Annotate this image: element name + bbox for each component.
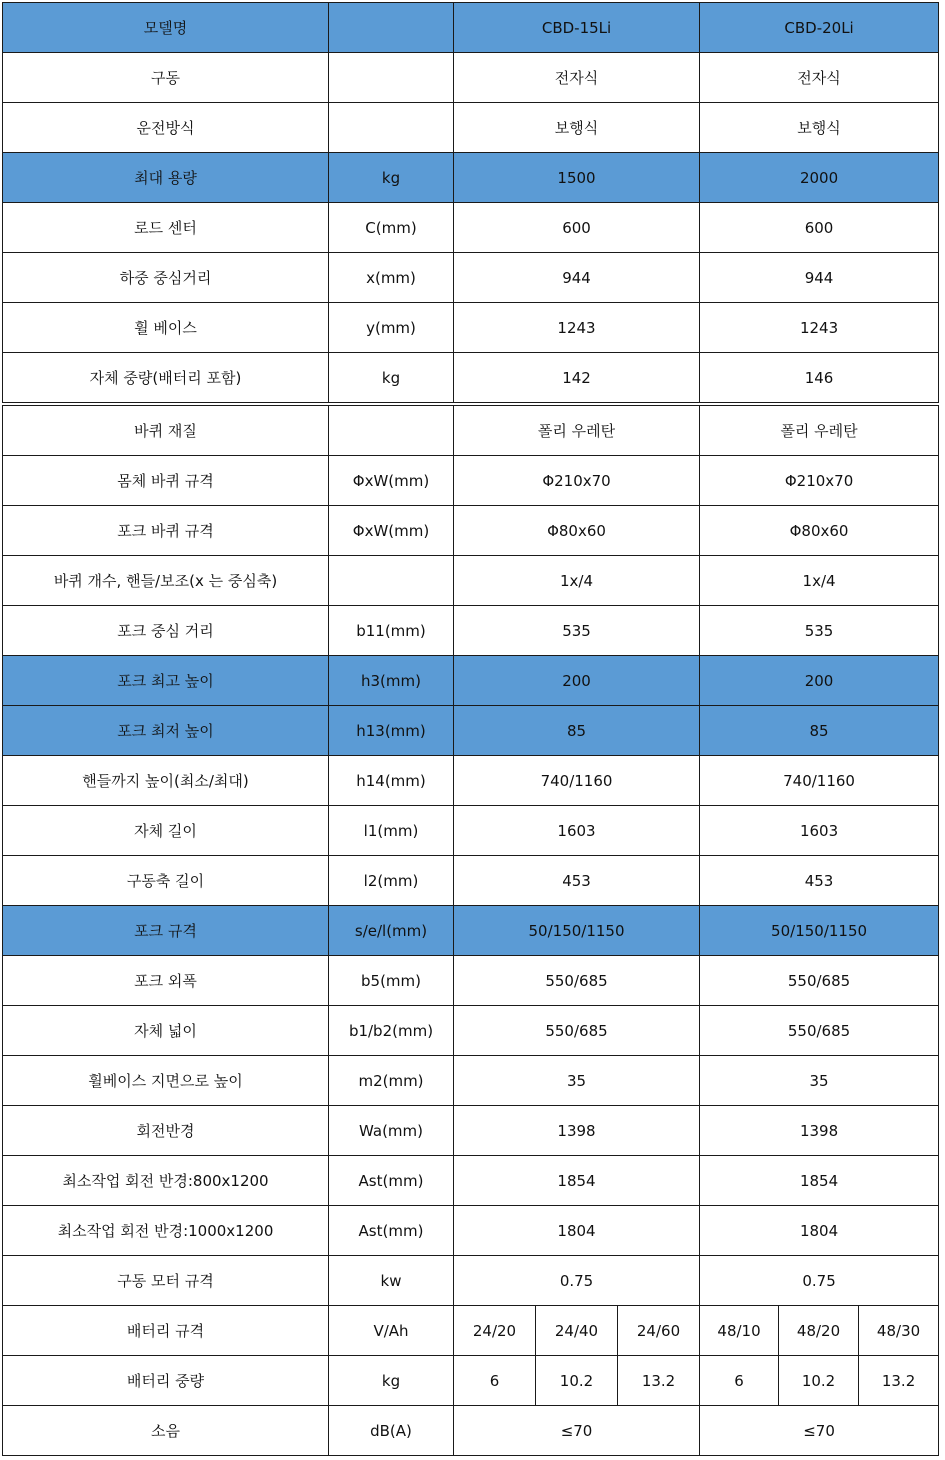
row-unit: l1(mm): [329, 806, 454, 856]
spec-row: [3, 1006, 939, 1056]
spec-row: [3, 203, 939, 253]
spec-table-main: [2, 405, 939, 1456]
spec-row: [3, 756, 939, 806]
row-label: 휠 베이스: [3, 303, 329, 353]
spec-row: [3, 303, 939, 353]
spec-row: [3, 856, 939, 906]
cell-value: 24/60: [618, 1306, 700, 1356]
row-unit: h14(mm): [329, 756, 454, 806]
row-unit: [329, 3, 454, 53]
cell-value: 1804: [700, 1206, 939, 1256]
cell-value: 1804: [454, 1206, 700, 1256]
spec-row: [3, 103, 939, 153]
cell-value: 142: [454, 353, 700, 403]
cell-value: 1603: [700, 806, 939, 856]
row-unit: kw: [329, 1256, 454, 1306]
cell-value: 전자식: [700, 53, 939, 103]
cell-value: 전자식: [454, 53, 700, 103]
cell-value: 1x/4: [454, 556, 700, 606]
cell-value: 2000: [700, 153, 939, 203]
cell-value: 35: [454, 1056, 700, 1106]
row-unit: [329, 556, 454, 606]
row-label: 구동 모터 규격: [3, 1256, 329, 1306]
row-label: 로드 센터: [3, 203, 329, 253]
row-label: 포크 최저 높이: [3, 706, 329, 756]
cell-value: 24/40: [536, 1306, 618, 1356]
spec-row: [3, 956, 939, 1006]
row-label: 포크 규격: [3, 906, 329, 956]
cell-value: 폴리 우레탄: [700, 406, 939, 456]
cell-value: 1243: [454, 303, 700, 353]
cell-value: 550/685: [454, 956, 700, 1006]
row-label: 자체 중량(배터리 포함): [3, 353, 329, 403]
row-label: 휠베이스 지면으로 높이: [3, 1056, 329, 1106]
cell-value: 13.2: [618, 1356, 700, 1406]
row-unit: [329, 103, 454, 153]
cell-value: 85: [700, 706, 939, 756]
cell-value: 13.2: [859, 1356, 939, 1406]
row-label: 핸들까지 높이(최소/최대): [3, 756, 329, 806]
cell-value: 600: [454, 203, 700, 253]
row-unit: b11(mm): [329, 606, 454, 656]
row-label: 배터리 중량: [3, 1356, 329, 1406]
spec-row: [3, 53, 939, 103]
spec-table-top: [2, 2, 939, 403]
row-unit: [329, 53, 454, 103]
row-label: 최소작업 회전 반경:800x1200: [3, 1156, 329, 1206]
cell-value: 10.2: [536, 1356, 618, 1406]
cell-value: Φ80x60: [700, 506, 939, 556]
cell-value: CBD-15Li: [454, 3, 700, 53]
cell-value: ≤70: [454, 1406, 700, 1456]
spec-row: [3, 906, 939, 956]
cell-value: 85: [454, 706, 700, 756]
cell-value: 보행식: [700, 103, 939, 153]
cell-value: 453: [454, 856, 700, 906]
row-unit: Wa(mm): [329, 1106, 454, 1156]
cell-value: 550/685: [700, 1006, 939, 1056]
row-label: 포크 중심 거리: [3, 606, 329, 656]
row-label: 구동축 길이: [3, 856, 329, 906]
row-unit: h13(mm): [329, 706, 454, 756]
cell-value: 48/20: [779, 1306, 859, 1356]
row-unit: kg: [329, 1356, 454, 1406]
row-unit: Ast(mm): [329, 1206, 454, 1256]
row-unit: kg: [329, 353, 454, 403]
row-label: 몸체 바퀴 규격: [3, 456, 329, 506]
spec-row: [3, 556, 939, 606]
cell-value: 200: [454, 656, 700, 706]
battery-spec-row: [3, 1306, 939, 1356]
row-label: 포크 바퀴 규격: [3, 506, 329, 556]
row-label: 하중 중심거리: [3, 253, 329, 303]
row-label: 회전반경: [3, 1106, 329, 1156]
row-label: 소음: [3, 1406, 329, 1456]
cell-value: 1500: [454, 153, 700, 203]
cell-value: 10.2: [779, 1356, 859, 1406]
cell-value: 1854: [700, 1156, 939, 1206]
spec-row: [3, 1156, 939, 1206]
row-unit: y(mm): [329, 303, 454, 353]
spec-row: [3, 3, 939, 53]
row-unit: l2(mm): [329, 856, 454, 906]
spec-row: [3, 1106, 939, 1156]
row-label: 모델명: [3, 3, 329, 53]
spec-row: [3, 253, 939, 303]
row-label: 자체 넓이: [3, 1006, 329, 1056]
cell-value: 944: [454, 253, 700, 303]
spec-row: [3, 406, 939, 456]
row-label: 운전방식: [3, 103, 329, 153]
cell-value: 535: [700, 606, 939, 656]
cell-value: 50/150/1150: [454, 906, 700, 956]
spec-row: [3, 606, 939, 656]
cell-value: 535: [454, 606, 700, 656]
row-label: 바퀴 재질: [3, 406, 329, 456]
cell-value: 폴리 우레탄: [454, 406, 700, 456]
spec-row: [3, 456, 939, 506]
row-unit: ΦxW(mm): [329, 456, 454, 506]
cell-value: 48/30: [859, 1306, 939, 1356]
cell-value: 1243: [700, 303, 939, 353]
row-unit: Ast(mm): [329, 1156, 454, 1206]
cell-value: 6: [454, 1356, 536, 1406]
cell-value: 146: [700, 353, 939, 403]
cell-value: 0.75: [700, 1256, 939, 1306]
cell-value: 35: [700, 1056, 939, 1106]
row-label: 포크 외폭: [3, 956, 329, 1006]
cell-value: 50/150/1150: [700, 906, 939, 956]
cell-value: Φ210x70: [700, 456, 939, 506]
spec-row: [3, 1056, 939, 1106]
row-unit: ΦxW(mm): [329, 506, 454, 556]
cell-value: 1x/4: [700, 556, 939, 606]
cell-value: 24/20: [454, 1306, 536, 1356]
row-unit: C(mm): [329, 203, 454, 253]
row-unit: dB(A): [329, 1406, 454, 1456]
cell-value: 600: [700, 203, 939, 253]
row-label: 자체 길이: [3, 806, 329, 856]
spec-row: [3, 1206, 939, 1256]
row-label: 포크 최고 높이: [3, 656, 329, 706]
row-unit: kg: [329, 153, 454, 203]
spec-row: [3, 806, 939, 856]
cell-value: Φ210x70: [454, 456, 700, 506]
cell-value: 48/10: [700, 1306, 779, 1356]
row-unit: m2(mm): [329, 1056, 454, 1106]
cell-value: 1398: [700, 1106, 939, 1156]
row-unit: b1/b2(mm): [329, 1006, 454, 1056]
row-unit: V/Ah: [329, 1306, 454, 1356]
cell-value: 453: [700, 856, 939, 906]
row-label: 배터리 규격: [3, 1306, 329, 1356]
row-label: 바퀴 개수, 핸들/보조(x 는 중심축): [3, 556, 329, 606]
cell-value: 0.75: [454, 1256, 700, 1306]
row-label: 구동: [3, 53, 329, 103]
cell-value: 550/685: [454, 1006, 700, 1056]
row-unit: x(mm): [329, 253, 454, 303]
row-label: 최소작업 회전 반경:1000x1200: [3, 1206, 329, 1256]
spec-row: [3, 1256, 939, 1306]
row-unit: h3(mm): [329, 656, 454, 706]
cell-value: 보행식: [454, 103, 700, 153]
row-unit: [329, 406, 454, 456]
cell-value: 1603: [454, 806, 700, 856]
noise-row: [3, 1406, 939, 1456]
spec-row: [3, 153, 939, 203]
spec-row: [3, 706, 939, 756]
cell-value: CBD-20Li: [700, 3, 939, 53]
spec-row: [3, 506, 939, 556]
battery-weight-row: [3, 1356, 939, 1406]
spec-row: [3, 353, 939, 403]
cell-value: 6: [700, 1356, 779, 1406]
cell-value: 200: [700, 656, 939, 706]
cell-value: 550/685: [700, 956, 939, 1006]
cell-value: 740/1160: [700, 756, 939, 806]
cell-value: 944: [700, 253, 939, 303]
cell-value: 1398: [454, 1106, 700, 1156]
spec-row: [3, 656, 939, 706]
row-label: 최대 용량: [3, 153, 329, 203]
cell-value: 1854: [454, 1156, 700, 1206]
cell-value: ≤70: [700, 1406, 939, 1456]
row-unit: b5(mm): [329, 956, 454, 1006]
cell-value: 740/1160: [454, 756, 700, 806]
cell-value: Φ80x60: [454, 506, 700, 556]
row-unit: s/e/l(mm): [329, 906, 454, 956]
